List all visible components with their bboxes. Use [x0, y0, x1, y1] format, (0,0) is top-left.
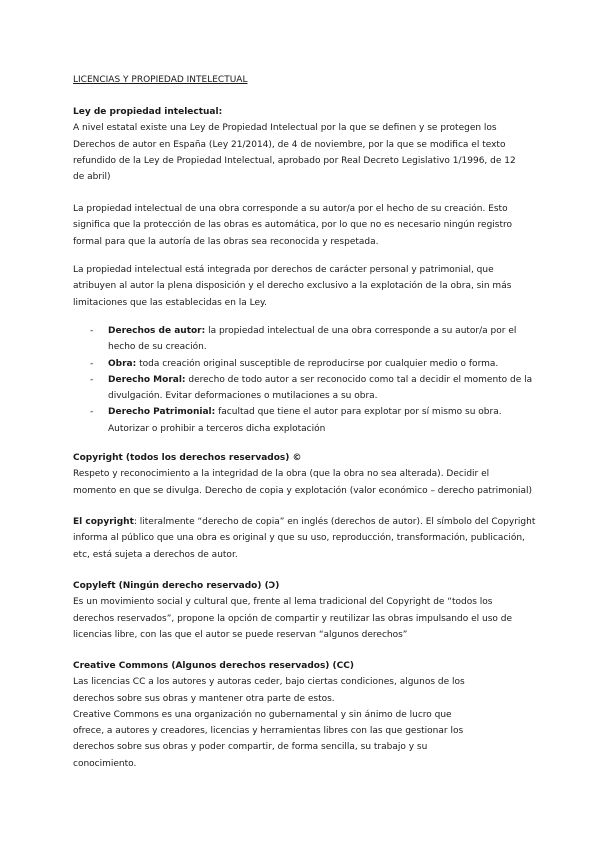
cc-heading: Creative Commons (Algunos derechos reservados) (CC) [73, 661, 354, 671]
list-item-derecho-moral [90, 372, 540, 405]
ley-line-3: refundido de la Ley de Propiedad Intelectual, aprobado por Real Decreto Legislativo 1/1996, de 12 [73, 155, 516, 166]
list-text: derecho de todo autor a ser reconocido como tal a decidir el momento de la [185, 374, 533, 385]
creative-commons-section [73, 658, 533, 772]
el-copyright-line-2: informa al público que una obra es original y que su uso, reproducción, transformación, publicación, [73, 533, 525, 544]
copyleft-line-3: licencias libre, con las que el autor se puede reservan “algunos derechos” [73, 629, 408, 640]
copyleft-line-2: derechos reservados”, propone la opción de compartir y reutilizar las obras impulsando el uso de [73, 613, 513, 624]
cc-line-2: derechos sobre sus obras y mantener otra parte de estos. [73, 693, 335, 704]
copyleft-section [73, 578, 533, 643]
copyright-line-2: momento en que se divulga. Derecho de copia y explotación (valor económico – derecho patrimonial) [73, 485, 533, 496]
document-title: LICENCIAS Y PROPIEDAD INTELECTUAL [73, 75, 248, 85]
copyleft-heading: Copyleft (Ningún derecho reservado) (Ɔ) [73, 581, 280, 591]
cc-line-4: ofrece, a autores y creadores, licencias y herramientas libres con las que gestionar los [73, 726, 464, 737]
copyleft-line-1: Es un movimiento social y cultural que, frente al lema tradicional del Copyright de “todos los [73, 597, 493, 608]
ley-section [73, 104, 533, 185]
bullet-dash: - [90, 326, 94, 336]
list-text: la propiedad intelectual de una obra corresponde a su autor/a por el [205, 326, 517, 336]
cc-line-5: derechos sobre sus obras y poder compartir, de forma sencilla, su trabajo y su [73, 742, 428, 753]
el-copyright-line-3: etc, está sujeta a derechos de autor. [73, 549, 238, 560]
ley-heading: Ley de propiedad intelectual: [73, 107, 223, 117]
paragraph-line: significa que la protección de las obras es automática, por lo que no es necesario ningún registro [73, 220, 513, 231]
cc-line-1: Las licencias CC a los autores y autoras ceder, bajo ciertas condiciones, algunos de los [73, 677, 465, 688]
list-item-obra [90, 356, 540, 372]
copyright-heading: Copyright (todos los derechos reservados) © [73, 453, 302, 463]
copyright-line-1: Respeto y reconocimiento a la integridad de la obra (que la obra no sea alterada). Decidir el [73, 469, 490, 480]
ley-line-4: de abril) [73, 172, 111, 183]
list-term: Derecho Patrimonial: [108, 407, 216, 418]
paragraph-automatic-protection [73, 201, 533, 250]
cc-line-6: conocimiento. [73, 758, 137, 769]
ley-line-2: Derechos de autor en España (Ley 21/2014), de 4 de noviembre, por la que se modifica el texto [73, 139, 506, 150]
paragraph-rights-composition [73, 262, 533, 311]
bullet-dash: - [90, 407, 94, 418]
cc-line-3: Creative Commons es una organización no gubernamental y sin ánimo de lucro que [73, 709, 452, 720]
list-text-cont: hecho de su creación. [108, 342, 207, 353]
definitions-list [90, 323, 540, 437]
list-item-derechos-de-autor [90, 323, 540, 356]
ley-line-1: A nivel estatal existe una Ley de Propiedad Intelectual por la que se definen y se protegen los [73, 123, 497, 134]
list-text: facultad que tiene el autor para explotar por sí mismo su obra. [215, 407, 502, 418]
list-text-cont: divulgación. Evitar deformaciones o mutilaciones a su obra. [108, 391, 378, 402]
el-copyright-text: : literalmente “derecho de copia” en inglés (derechos de autor). El símbolo del Copyright [133, 517, 536, 527]
list-text: toda creación original susceptible de reproducirse por cualquier medio o forma. [136, 358, 499, 369]
list-text-cont: Autorizar o prohibir a terceros dicha explotación [108, 423, 326, 434]
paragraph-line: La propiedad intelectual de una obra corresponde a su autor/a por el hecho de su creación. Esto [73, 204, 508, 214]
list-item-derecho-patrimonial [90, 404, 540, 437]
paragraph-line: La propiedad intelectual está integrada por derechos de carácter personal y patrimonial, que [73, 265, 494, 275]
copyright-section [73, 450, 533, 499]
list-term: Obra: [108, 358, 137, 369]
el-copyright-term: El copyright [73, 517, 134, 527]
list-term: Derecho Moral: [108, 374, 186, 385]
paragraph-line: formal para que la autoría de las obras sea reconocida y respetada. [73, 236, 379, 247]
paragraph-line: atribuyen al autor la plena disposición y el derecho exclusivo a la explotación de la obra, sin más [73, 281, 512, 292]
el-copyright-section [73, 514, 536, 563]
bullet-dash: - [90, 358, 94, 369]
bullet-dash: - [90, 374, 94, 385]
paragraph-line: limitaciones que las establecidas en la Ley. [73, 297, 267, 308]
list-term: Derechos de autor: [108, 326, 206, 336]
